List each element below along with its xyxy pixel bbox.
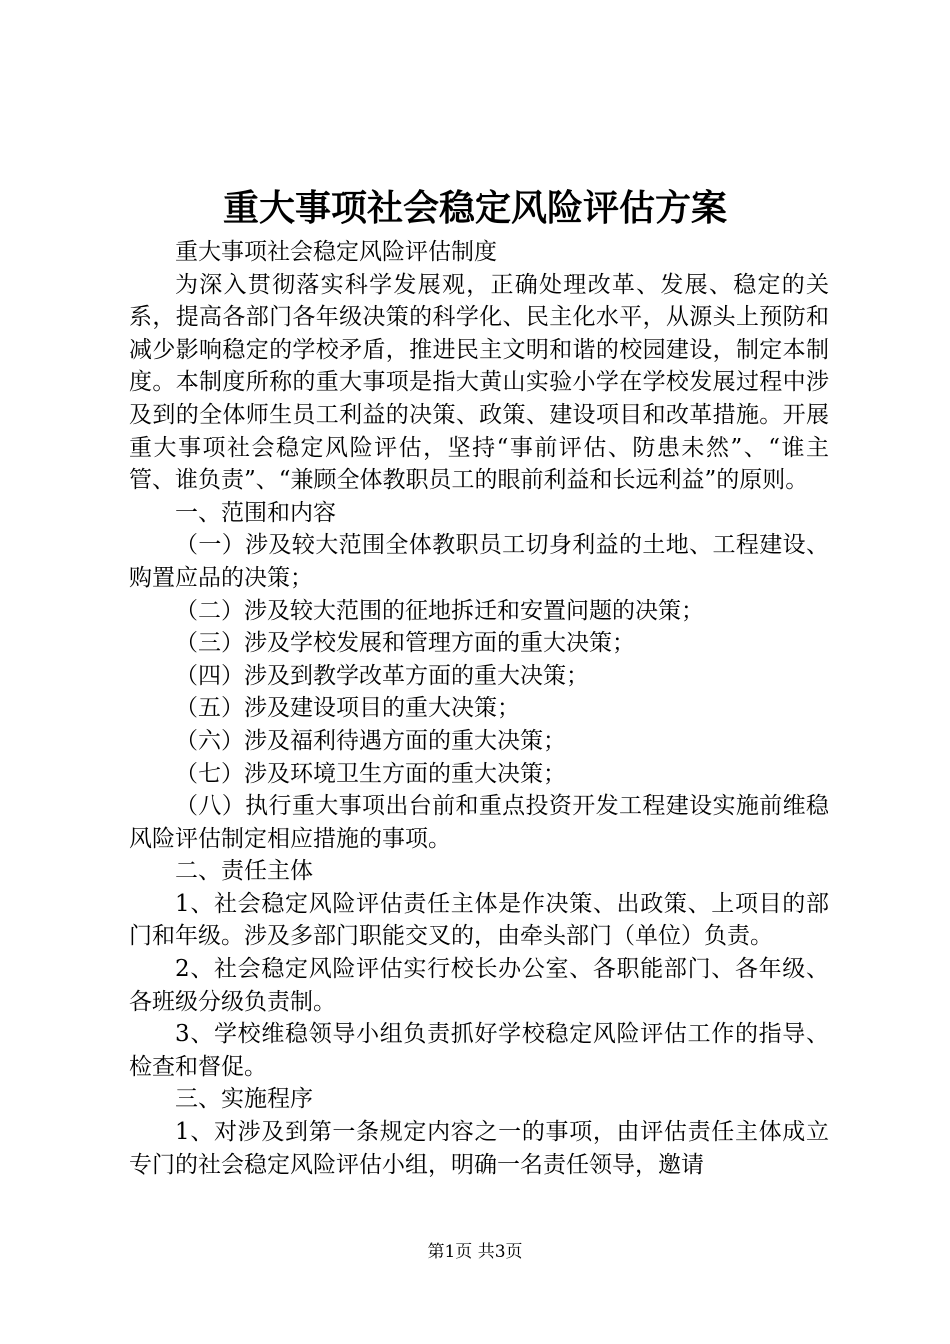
list-item: （三）涉及学校发展和管理方面的重大决策； <box>175 630 635 657</box>
list-item: （四）涉及到教学改革方面的重大决策； <box>175 662 589 689</box>
list-item: （二）涉及较大范围的征地拆迁和安置问题的决策； <box>175 597 704 624</box>
page-number-footer: 第1页 共3页 <box>427 1242 523 1262</box>
list-item: 2、社会稳定风险评估实行校长办公室、各职能部门、各年级、各班级分级负责制。 <box>129 956 829 1015</box>
section-heading-scope: 一、范围和内容 <box>175 499 336 526</box>
list-item: （八）执行重大事项出台前和重点投资开发工程建设实施前维稳风险评估制定相应措施的事项。 <box>129 793 829 852</box>
list-item: （一）涉及较大范围全体教职员工切身利益的土地、工程建设、购置应品的决策； <box>129 532 829 591</box>
paragraph-subtitle: 重大事项社会稳定风险评估制度 <box>175 239 497 265</box>
list-item: （五）涉及建设项目的重大决策； <box>175 695 520 722</box>
list-item: （六）涉及福利待遇方面的重大决策； <box>175 727 566 754</box>
paragraph-intro: 为深入贯彻落实科学发展观，正确处理改革、发展、稳定的关系，提高各部门各年级决策的科学化、民主化水平，从源头上预防和减少影响稳定的学校矛盾，推进民主文明和谐的校园建设，制定本制度。本制度所称的重大事项是指大黄山实验小学在学校发展过程中涉及到的全体师生员工利益的决策、政策、建设项目和改革措施。开展重大事项社会稳定风险评估，坚持“事前评估、防患未然”、“谁主管、谁负责”、“兼顾全体教职员工的眼前利益和长远利益”的原则。 <box>129 271 829 494</box>
list-item: 1、社会稳定风险评估责任主体是作决策、出政策、上项目的部门和年级。涉及多部门职能交叉的，由牵头部门（单位）负责。 <box>129 890 829 950</box>
section-heading-procedure: 三、实施程序 <box>175 1086 313 1113</box>
list-item: 1、对涉及到第一条规定内容之一的事项，由评估责任主体成立专门的社会稳定风险评估小组，明确一名责任领导，邀请 <box>129 1119 829 1178</box>
list-item: （七）涉及环境卫生方面的重大决策； <box>175 760 566 787</box>
document-body <box>129 236 829 1181</box>
section-heading-responsibility: 二、责任主体 <box>175 858 313 885</box>
document-title: 重大事项社会稳定风险评估方案 <box>222 188 727 229</box>
list-item: 3、学校维稳领导小组负责抓好学校稳定风险评估工作的指导、检查和督促。 <box>129 1021 829 1080</box>
